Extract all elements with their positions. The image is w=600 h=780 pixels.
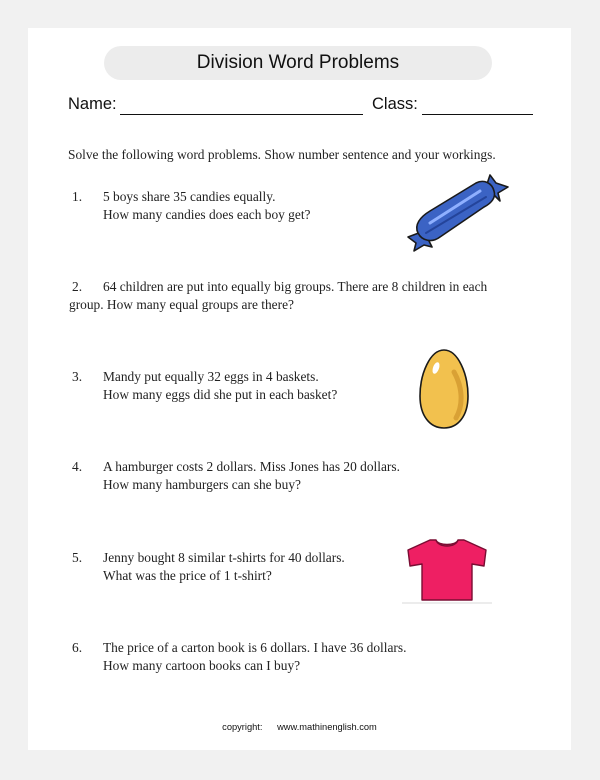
problem-line-1: A hamburger costs 2 dollars. Miss Jones has 20 dollars. <box>103 459 400 474</box>
problem-line-2: What was the price of 1 t-shirt? <box>103 568 272 583</box>
problem-line-1: Jenny bought 8 similar t-shirts for 40 dollars. <box>103 550 345 565</box>
egg-icon <box>418 348 470 430</box>
problem-text <box>103 188 310 224</box>
class-label: Class: <box>372 95 418 113</box>
name-blank-line <box>120 114 363 115</box>
name-class-row <box>68 95 538 121</box>
problem-line-1: 5 boys share 35 candies equally. <box>103 189 276 204</box>
problem-number: 1. <box>72 189 83 204</box>
problem-text <box>103 639 406 675</box>
footer <box>28 722 571 732</box>
problem-line-2: How many candies does each boy get? <box>103 207 311 222</box>
problem-line-2: How many cartoon books can I buy? <box>103 658 301 673</box>
name-label: Name: <box>68 95 117 113</box>
worksheet-page <box>28 28 571 750</box>
problem-line-2: How many hamburgers can she buy? <box>103 477 301 492</box>
problem-line-2: How many eggs did she put in each basket? <box>103 387 338 402</box>
problem-text <box>103 368 337 404</box>
problem-number: 6. <box>72 640 83 655</box>
website-link[interactable]: www.mathinenglish.com <box>277 722 377 732</box>
problem-line-1: 64 children are put into equally big groups. There are 8 children in each <box>103 279 488 294</box>
problem-line-1: The price of a carton book is 6 dollars. I have 36 dollars. <box>103 640 407 655</box>
instructions: Solve the following word problems. Show number sentence and your workings. <box>68 147 496 162</box>
problem-line-2: group. How many equal groups are there? <box>69 297 294 312</box>
problem-number: 4. <box>72 459 83 474</box>
tshirt-icon <box>402 536 492 604</box>
candy-icon <box>404 171 510 253</box>
problem-line-1: Mandy put equally 32 eggs in 4 baskets. <box>103 369 319 384</box>
problem-number: 2. <box>72 279 83 294</box>
class-blank-line <box>422 114 533 115</box>
problem-text <box>69 278 488 314</box>
problem-text <box>103 549 345 585</box>
worksheet-title: Division Word Problems <box>104 46 492 80</box>
problem-text <box>103 458 400 494</box>
copyright-label: copyright: <box>222 722 263 732</box>
problem-number: 3. <box>72 369 83 384</box>
problem-number: 5. <box>72 550 83 565</box>
